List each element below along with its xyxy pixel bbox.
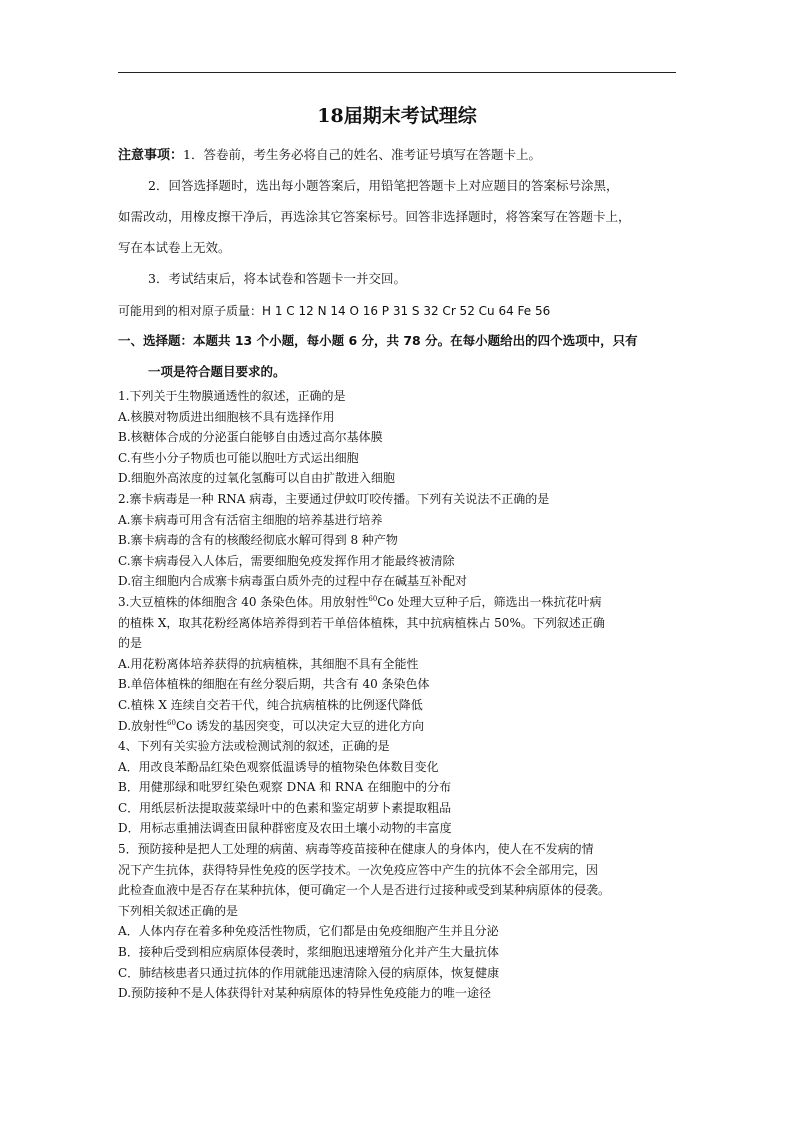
section-heading: [118, 330, 698, 392]
question-4-option-a: A．用改良苯酚品红染色观察低温诱导的植物染色体数目变化: [118, 759, 439, 774]
question-3-option-b: B.单倍体植株的细胞在有丝分裂后期，共含有 40 条染色体: [118, 677, 430, 692]
question-5-option-d: D.预防接种不是人体获得针对某种病原体的特异性免疫能力的唯一途径: [118, 986, 492, 1001]
question-5-option-c: C．肺结核患者只通过抗体的作用就能迅速清除入侵的病原体，恢复健康: [118, 965, 500, 980]
question-3-option-c: C.植株 X 连续自交若干代，纯合抗病植株的比例逐代降低: [118, 697, 423, 712]
isotope-mass-number: 60: [167, 718, 176, 727]
section-heading-line-2: 一项是符合题目要求的。: [148, 364, 286, 379]
question-1-option-c: C.有些小分子物质也可能以胞吐方式运出细胞: [118, 450, 359, 465]
question-1-stem: 1.下列关于生物膜通透性的叙述，正确的是: [118, 389, 346, 403]
atomic-masses: 可能用到的相对原子质量：H 1 C 12 N 14 O 16 P 31 S 32 Cr 52 Cu 64 Fe 56: [118, 304, 551, 318]
question-5-stem-line-3: 此检查血液中是否存在某种抗体，便可确定一个人是否进行过接种或受到某种病原体的侵袭。: [118, 883, 611, 898]
instruction-3: 3．考试结束后，将本试卷和答题卡一并交回。: [148, 271, 406, 286]
question-5-option-a: A．人体内存在着多种免疫活性物质，它们都是由免疫细胞产生并且分泌: [118, 924, 499, 939]
question-3-stem-line-2: 的植株 X，取其花粉经离体培养得到若干单倍体植株，其中抗病植株占 50%。下列叙述正确: [118, 615, 605, 630]
question-5-stem-line-1: 5．预防接种是把人工处理的病菌、病毒等疫苗接种在健康人的身体内，使人在不发病的情: [118, 842, 594, 857]
instruction-2-line-2: 如需改动，用橡皮擦干净后，再选涂其它答案标号。回答非选择题时，将答案写在答题卡上，: [118, 209, 631, 224]
question-3-option-d: D.放射性$^{60}$Co 诱发的基因突变，可以决定大豆的进化方向: [118, 718, 425, 733]
question-5-stem-line-4: 下列相关叙述正确的是: [118, 903, 239, 918]
question-4-option-d: D．用标志重捕法调查田鼠种群密度及农田土壤小动物的丰富度: [118, 821, 452, 836]
question-4-option-c: C．用纸层析法提取菠菜绿叶中的色素和鉴定胡萝卜素提取粗品: [118, 800, 452, 815]
instructions-heading: 注意事项：: [118, 148, 184, 163]
instruction-2-line-1: 2．回答选择题时，选出每小题答案后，用铅笔把答题卡上对应题目的答案标号涂黑，: [148, 178, 619, 193]
question-2-option-a: A.寨卡病毒可用含有活宿主细胞的培养基进行培养: [118, 512, 383, 527]
instructions: [118, 144, 688, 299]
question-list: [118, 386, 690, 1004]
question-4-stem: 4、下列有关实验方法或检测试剂的叙述，正确的是: [118, 739, 390, 754]
question-3-stem-line-1: 3.大豆植株的体细胞含 40 条染色体。用放射性$^{60}$Co 处理大豆种子后，筛选出一株抗花叶病: [118, 594, 602, 609]
question-1-option-a: A.核膜对物质进出细胞核不具有选择作用: [118, 409, 335, 424]
question-1-option-b: B.核糖体合成的分泌蛋白能够自由透过高尔基体膜: [118, 430, 383, 445]
instruction-2-line-3: 写在本试卷上无效。: [118, 240, 231, 255]
question-5-stem-line-2: 况下产生抗体，获得特异性免疫的医学技术。一次免疫应答中产生的抗体不会全部用完，因: [118, 862, 599, 877]
question-2-stem: 2.寨卡病毒是一种 RNA 病毒，主要通过伊蚊叮咬传播。下列有关说法不正确的是: [118, 491, 550, 506]
isotope-mass-number: 60: [368, 594, 378, 603]
question-2-option-d: D.宿主细胞内合成寨卡病毒蛋白质外壳的过程中存在碱基互补配对: [118, 574, 468, 589]
question-4-option-b: B．用健那绿和吡罗红染色观察 DNA 和 RNA 在细胞中的分布: [118, 780, 452, 795]
question-3-option-a: A.用花粉离体培养获得的抗病植株，其细胞不具有全能性: [118, 656, 419, 671]
question-2-option-b: B.寨卡病毒的含有的核酸经彻底水解可得到 8 种产物: [118, 533, 398, 548]
question-5-option-b: B．接种后受到相应病原体侵袭时，浆细胞迅速增殖分化并产生大量抗体: [118, 945, 499, 960]
page-title: 18届期末考试理综: [317, 105, 477, 127]
question-3-stem-line-3: 的是: [118, 636, 143, 651]
instruction-1: 注意事项：1．答卷前，考生务必将自己的姓名、准考证号填写在答题卡上。: [118, 147, 541, 163]
header-rule: [118, 72, 676, 73]
question-1-option-d: D.细胞外高浓度的过氧化氢酶可以自由扩散进入细胞: [118, 471, 396, 486]
question-2-option-c: C.寨卡病毒侵入人体后，需要细胞免疫发挥作用才能最终被清除: [118, 553, 455, 568]
section-heading-line-1: 一、选择题：本题共 13 个小题，每小题 6 分，共 78 分。在每小题给出的四个选项中，只有: [118, 333, 638, 348]
